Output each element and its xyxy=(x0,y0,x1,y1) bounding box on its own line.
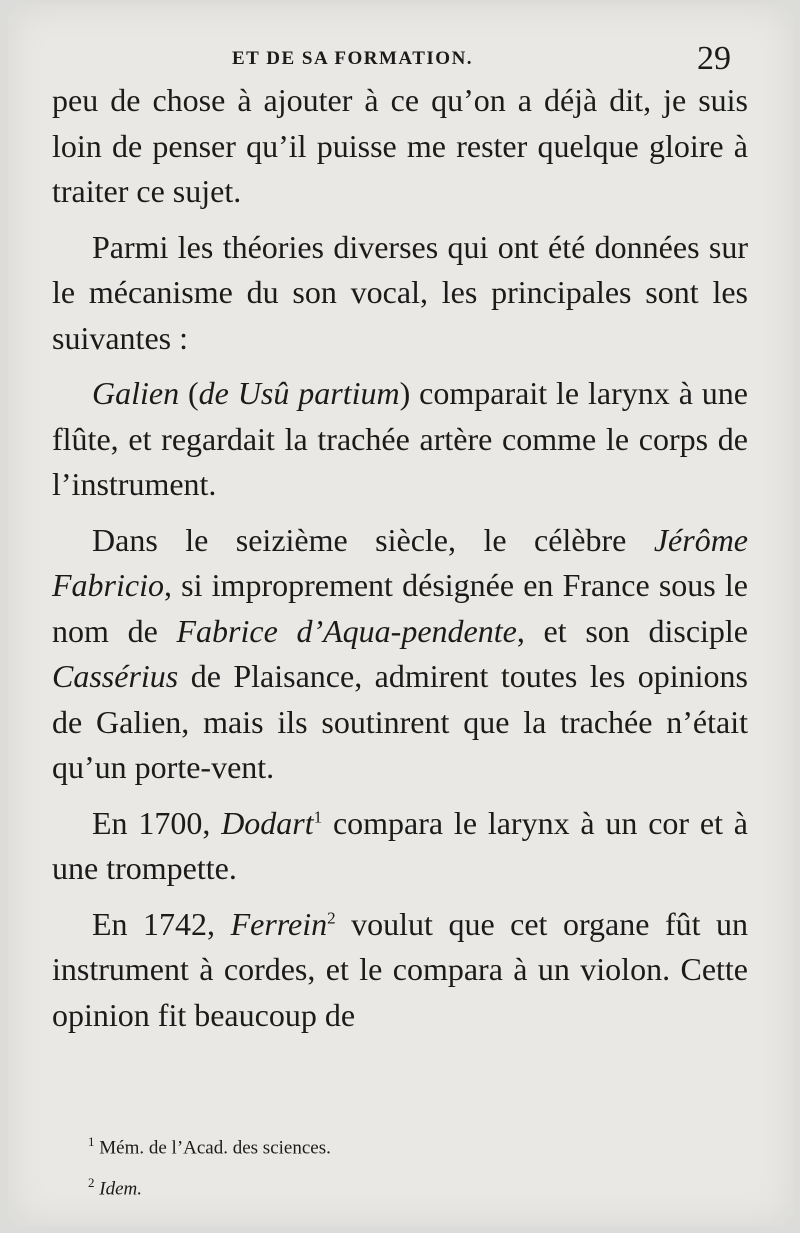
paragraph xyxy=(52,518,748,791)
text-run: compara le larynx à un cor et à une trompette. xyxy=(52,804,749,886)
footnote-text: Idem. xyxy=(99,1178,142,1200)
author-name: Galien xyxy=(92,375,180,411)
running-head xyxy=(0,42,800,82)
paragraph xyxy=(52,371,748,508)
body-text xyxy=(52,78,748,1048)
author-name: Ferrein xyxy=(230,905,328,942)
text-run: voulut que cet organe fût un instrument à cordes, et le compara à un violon. Cette opinion fit beaucoup de xyxy=(52,905,749,1033)
footnote xyxy=(88,1124,748,1165)
text-run: En 1700, xyxy=(92,804,222,841)
footnote-reference: 1 xyxy=(313,806,323,826)
paragraph xyxy=(52,78,748,215)
text-run: ( xyxy=(179,375,199,411)
text-run: ) comparait le larynx à une flûte, et regardait la trachée artère comme le corps de l’instrument. xyxy=(52,375,749,502)
author-name: Jérôme Fabricio xyxy=(52,521,748,603)
paragraph xyxy=(52,225,748,362)
author-name: Dodart xyxy=(221,804,314,841)
footnote-mark: 1 xyxy=(88,1134,95,1149)
text-run: Dans le seizième siècle, le célèbre xyxy=(92,521,654,558)
footnote xyxy=(88,1165,748,1206)
work-title: de Usû partium xyxy=(198,375,400,411)
footnote-text: Mém. de l’Acad. des sciences. xyxy=(99,1137,331,1159)
footnote-reference: 2 xyxy=(327,907,336,927)
text-run: Parmi les théories diverses qui ont été données sur le mécanisme du son vocal, les principales sont les suivantes : xyxy=(52,228,748,356)
author-name: Cassérius xyxy=(52,658,179,694)
running-title: ET DE SA FORMATION. xyxy=(232,48,474,69)
footnotes xyxy=(88,1124,748,1207)
footnote-mark: 2 xyxy=(88,1175,95,1191)
text-run: peu de chose à ajouter à ce qu’on a déjà dit, je suis loin de penser qu’il puisse me rester quelque gloire à traiter ce sujet. xyxy=(52,82,748,209)
text-run: , si improprement désignée en France sous le nom de xyxy=(52,567,748,649)
text-run: , et son disciple xyxy=(516,612,749,649)
text-run: En 1742, xyxy=(92,905,231,942)
paragraph xyxy=(52,902,748,1039)
author-name: Fabrice d’Aqua-pendente xyxy=(176,612,517,649)
paragraph xyxy=(52,801,748,892)
page-number: 29 xyxy=(697,40,731,77)
text-run: de Plaisance, admirent toutes les opinions de Galien, mais ils soutinrent que la trachée n’était qu’un porte-vent. xyxy=(52,658,748,785)
